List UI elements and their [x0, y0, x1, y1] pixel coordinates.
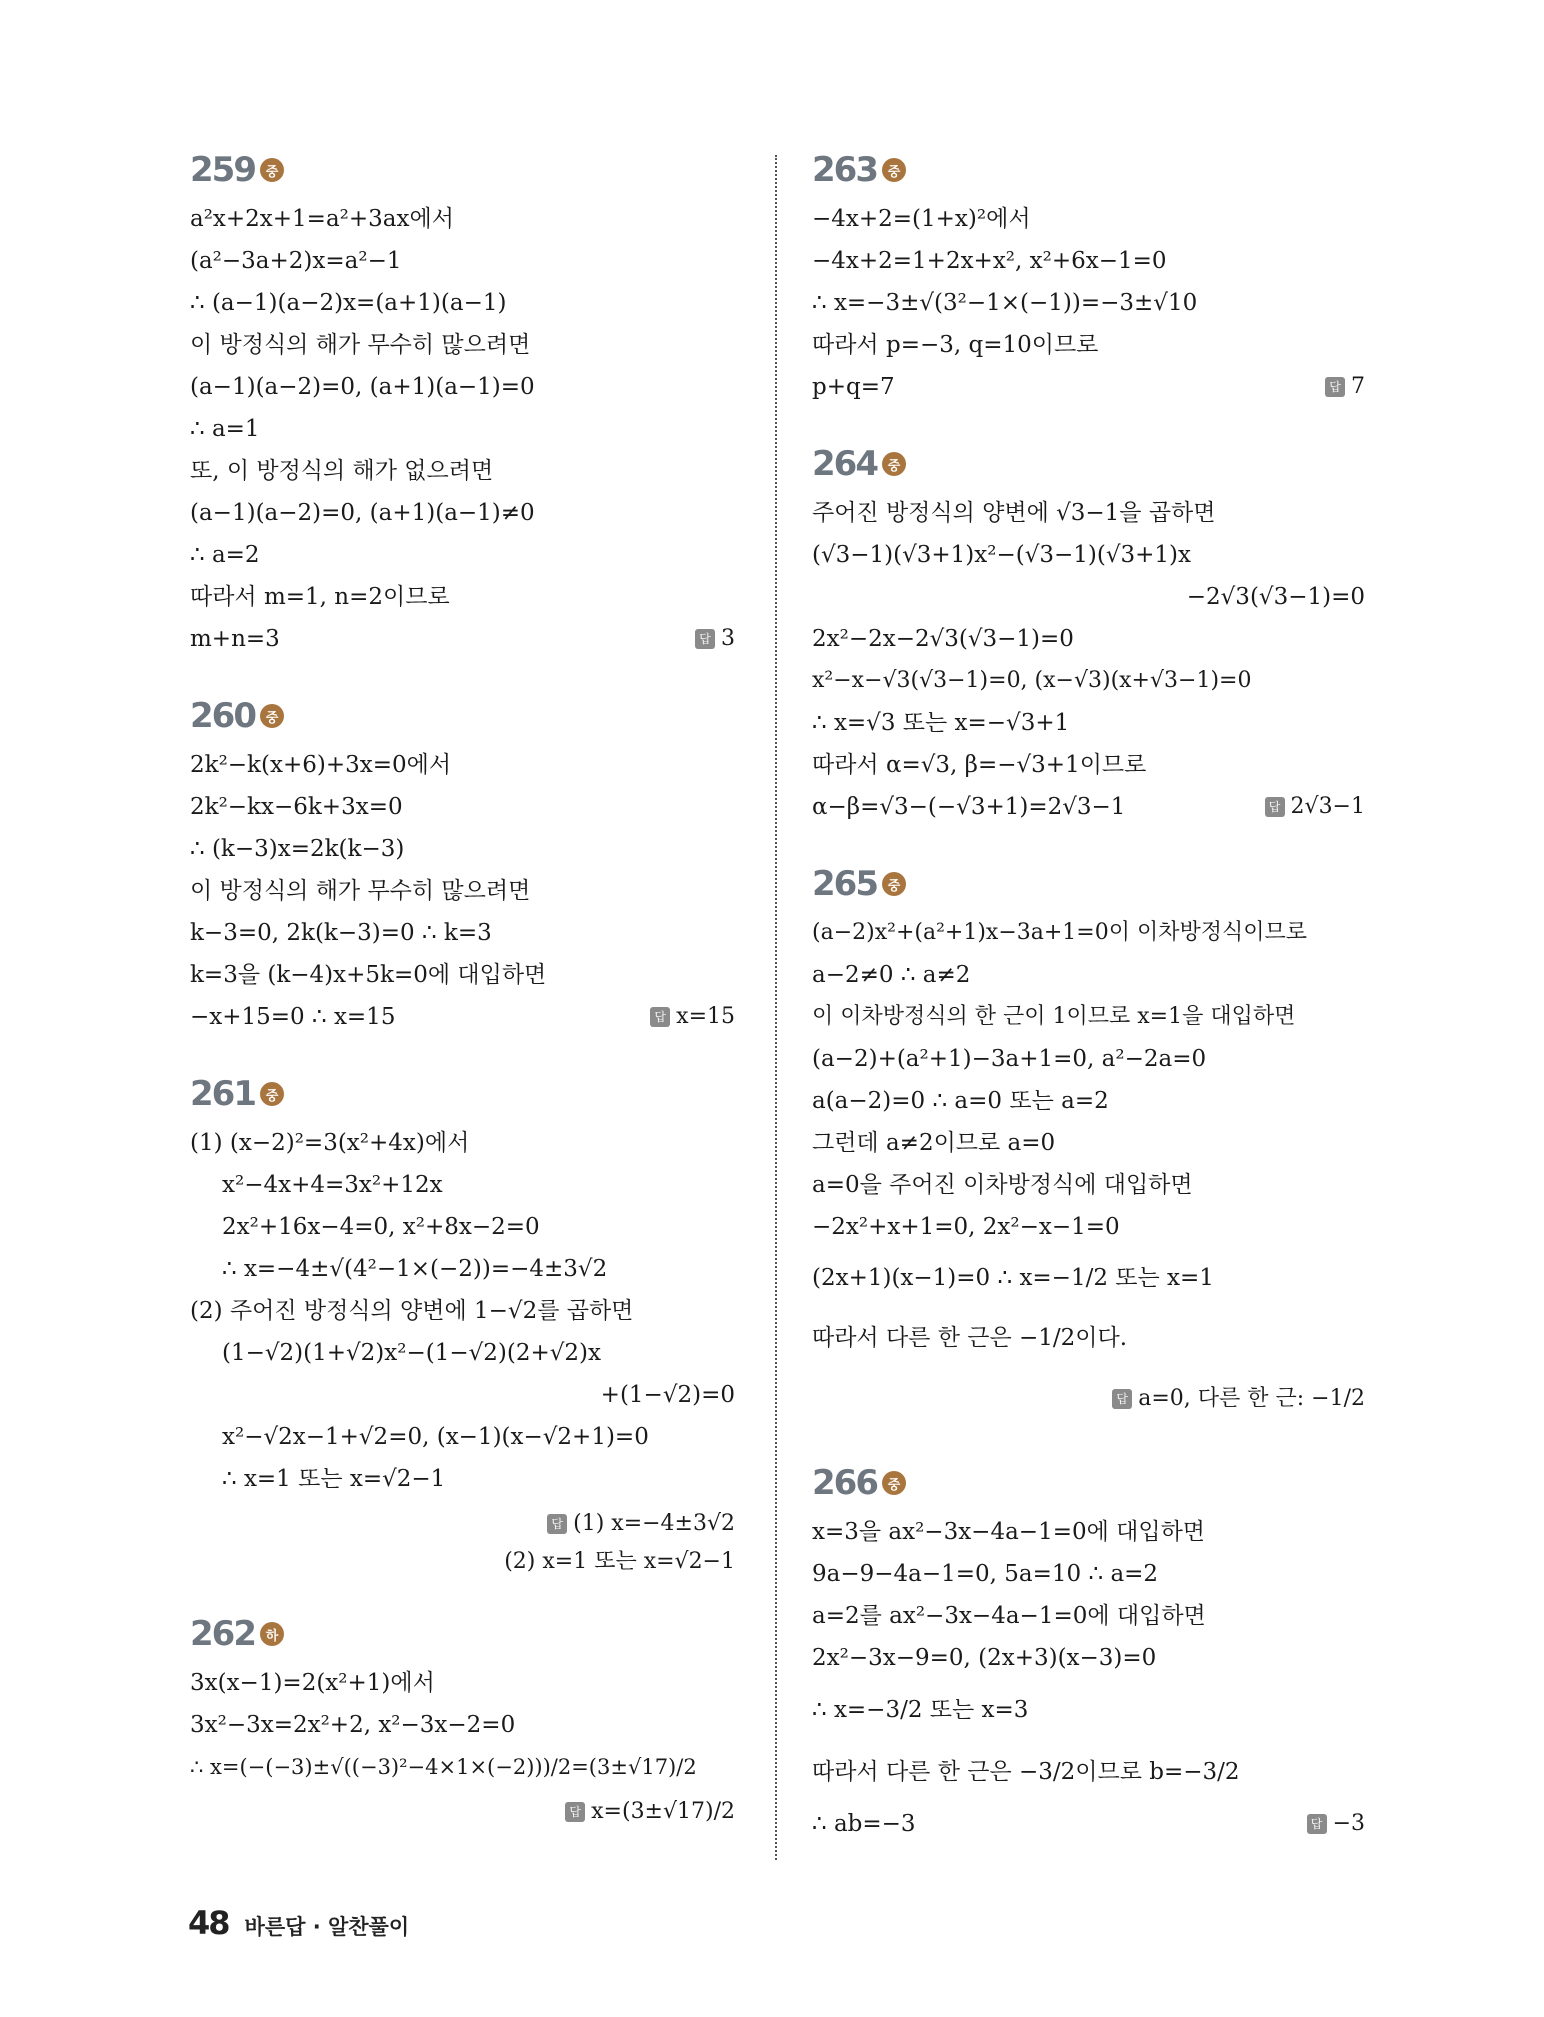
solution-line: a(a−2)=0 ∴ a=0 또는 a=2 [812, 1088, 1109, 1114]
problem-266 [812, 1461, 1365, 1845]
problem-264 [812, 442, 1365, 828]
answer-value: 3 [721, 626, 735, 651]
solution-line: (a²−3a+2)x=a²−1 [190, 248, 402, 274]
problem-number: 264 [812, 444, 877, 484]
problem-number: 262 [190, 1614, 255, 1654]
answer-value: (2) x=1 또는 x=√2−1 [504, 1549, 735, 1574]
solution-line: ∴ x=−3±√(3²−1×(−1))=−3±√10 [812, 290, 1198, 316]
solution-line: ∴ x=(−(−3)±√((−3)²−4×1×(−2)))/2=(3±√17)/2 [190, 1755, 697, 1779]
problem-number: 265 [812, 864, 877, 904]
problem-number: 263 [812, 150, 877, 190]
solution-line: 따라서 p=−3, q=10이므로 [812, 332, 1099, 358]
solution-line: k=3을 (k−4)x+5k=0에 대입하면 [190, 962, 547, 988]
solution-line: ∴ x=−4±√(4²−1×(−2))=−4±3√2 [222, 1256, 608, 1282]
solution-line: ∴ (k−3)x=2k(k−3) [190, 836, 405, 862]
solution-line: ∴ (a−1)(a−2)x=(a+1)(a−1) [190, 290, 507, 316]
book-title: 바른답 · 알찬풀이 [244, 1915, 410, 1939]
difficulty-badge: 중 [260, 1082, 284, 1106]
right-column [812, 148, 1365, 1879]
answer [565, 1791, 735, 1833]
solution-line: +(1−√2)=0 [600, 1382, 735, 1408]
solution-line: a=0을 주어진 이차방정식에 대입하면 [812, 1172, 1193, 1198]
solution-line: a²x+2x+1=a²+3ax에서 [190, 206, 454, 232]
solution-line: (a−2)x²+(a²+1)x−3a+1=0이 이차방정식이므로 [812, 920, 1307, 945]
solution-line: x²−√2x−1+√2=0, (x−1)(x−√2+1)=0 [222, 1424, 649, 1450]
solution-line: ∴ x=1 또는 x=√2−1 [222, 1466, 446, 1492]
solution-line: −4x+2=1+2x+x², x²+6x−1=0 [812, 248, 1167, 274]
solution-line: (a−1)(a−2)=0, (a+1)(a−1)=0 [190, 374, 535, 400]
difficulty-badge: 중 [882, 872, 906, 896]
answer-icon: 답 [1307, 1814, 1327, 1834]
problem-262 [190, 1612, 735, 1833]
solution-line: x²−4x+4=3x²+12x [222, 1172, 443, 1198]
solution-line: −2√3(√3−1)=0 [1186, 584, 1365, 610]
problem-number: 259 [190, 150, 255, 190]
solution-line: 이 이차방정식의 한 근이 1이므로 x=1을 대입하면 [812, 1004, 1296, 1029]
solution-line: 이 방정식의 해가 무수히 많으려면 [190, 332, 531, 358]
solution-line: (1−√2)(1+√2)x²−(1−√2)(2+√2)x [222, 1340, 601, 1366]
problem-number: 260 [190, 696, 255, 736]
problem-number: 261 [190, 1074, 255, 1114]
answer-value: 7 [1351, 374, 1365, 399]
solution-line: 그런데 a≠2이므로 a=0 [812, 1130, 1056, 1156]
problem-263 [812, 148, 1365, 408]
solution-line: ∴ ab=−3 [812, 1811, 916, 1837]
solution-line: 주어진 방정식의 양변에 √3−1을 곱하면 [812, 500, 1216, 526]
solution-line: x²−x−√3(√3−1)=0, (x−√3)(x+√3−1)=0 [812, 668, 1252, 693]
solution-line: k−3=0, 2k(k−3)=0 ∴ k=3 [190, 920, 492, 946]
solution-line: 3x²−3x=2x²+2, x²−3x−2=0 [190, 1712, 516, 1738]
difficulty-badge: 중 [260, 704, 284, 728]
solution-line: 3x(x−1)=2(x²+1)에서 [190, 1670, 435, 1696]
solution-line: m+n=3 [190, 626, 280, 652]
page-number: 48 [188, 1904, 229, 1942]
answer-value: 2√3−1 [1290, 794, 1365, 819]
solution-line: 9a−9−4a−1=0, 5a=10 ∴ a=2 [812, 1561, 1159, 1587]
problem-259 [190, 148, 735, 660]
difficulty-badge: 중 [260, 158, 284, 182]
answer-value: x=15 [676, 1004, 735, 1029]
problem-number: 266 [812, 1463, 877, 1503]
solution-line: 따라서 다른 한 근은 −1/2이다. [812, 1325, 1128, 1351]
solution-line: 따라서 m=1, n=2이므로 [190, 584, 450, 610]
solution-line: a−2≠0 ∴ a≠2 [812, 962, 971, 988]
solution-line: ∴ x=−3/2 또는 x=3 [812, 1697, 1029, 1723]
answer [695, 618, 735, 660]
solution-line: ∴ a=2 [190, 542, 260, 568]
difficulty-badge: 하 [260, 1622, 284, 1646]
answer-icon: 답 [695, 629, 715, 649]
difficulty-badge: 중 [882, 1471, 906, 1495]
answer-value: (1) x=−4±3√2 [573, 1511, 735, 1536]
page-footer [188, 1904, 409, 1942]
solution-line: 2k²−kx−6k+3x=0 [190, 794, 403, 820]
answer [650, 996, 735, 1038]
solution-line: (√3−1)(√3+1)x²−(√3−1)(√3+1)x [812, 542, 1191, 568]
answer-value: a=0, 다른 한 근: −1/2 [1138, 1386, 1365, 1411]
answer-icon: 답 [1265, 797, 1285, 817]
solution-line: α−β=√3−(−√3+1)=2√3−1 [812, 794, 1126, 820]
solution-line: 또, 이 방정식의 해가 없으려면 [190, 458, 494, 484]
solution-line: 2k²−k(x+6)+3x=0에서 [190, 752, 452, 778]
problem-265 [812, 862, 1365, 1427]
answer-icon: 답 [1112, 1389, 1132, 1409]
problem-260 [190, 694, 735, 1038]
solution-line: p+q=7 [812, 374, 895, 400]
problem-261 [190, 1072, 735, 1578]
solution-line: a=2를 ax²−3x−4a−1=0에 대입하면 [812, 1603, 1206, 1629]
answer-value: −3 [1332, 1811, 1365, 1836]
solution-line: (a−2)+(a²+1)−3a+1=0, a²−2a=0 [812, 1046, 1207, 1072]
answer-icon: 답 [565, 1802, 585, 1822]
solution-line: 따라서 다른 한 근은 −3/2이므로 b=−3/2 [812, 1759, 1240, 1785]
answer [1325, 366, 1365, 408]
answer-icon: 답 [547, 1514, 567, 1534]
solution-line: (2) 주어진 방정식의 양변에 1−√2를 곱하면 [190, 1298, 634, 1324]
column-divider [775, 155, 777, 1860]
difficulty-badge: 중 [882, 158, 906, 182]
left-column [190, 148, 735, 1867]
answer [1265, 786, 1365, 828]
solution-line: −2x²+x+1=0, 2x²−x−1=0 [812, 1214, 1120, 1240]
answer-icon: 답 [1325, 377, 1345, 397]
solution-line: −4x+2=(1+x)²에서 [812, 206, 1031, 232]
answer [547, 1503, 735, 1545]
solution-line: 2x²−3x−9=0, (2x+3)(x−3)=0 [812, 1645, 1157, 1671]
answer [1112, 1371, 1365, 1427]
solution-line: 이 방정식의 해가 무수히 많으려면 [190, 878, 531, 904]
solution-line: 2x²+16x−4=0, x²+8x−2=0 [222, 1214, 540, 1240]
solution-line: 따라서 α=√3, β=−√3+1이므로 [812, 752, 1147, 778]
solution-line: ∴ a=1 [190, 416, 260, 442]
solution-line: (2x+1)(x−1)=0 ∴ x=−1/2 또는 x=1 [812, 1265, 1214, 1291]
solution-line: (1) (x−2)²=3(x²+4x)에서 [190, 1130, 470, 1156]
solution-line: (a−1)(a−2)=0, (a+1)(a−1)≠0 [190, 500, 535, 526]
difficulty-badge: 중 [882, 452, 906, 476]
answer-value: x=(3±√17)/2 [591, 1799, 735, 1824]
solution-line: ∴ x=√3 또는 x=−√3+1 [812, 710, 1070, 736]
solution-line: −x+15=0 ∴ x=15 [190, 1004, 396, 1030]
answer [1307, 1803, 1365, 1845]
solution-line: x=3을 ax²−3x−4a−1=0에 대입하면 [812, 1519, 1206, 1545]
answer-icon: 답 [650, 1007, 670, 1027]
solution-line: 2x²−2x−2√3(√3−1)=0 [812, 626, 1074, 652]
